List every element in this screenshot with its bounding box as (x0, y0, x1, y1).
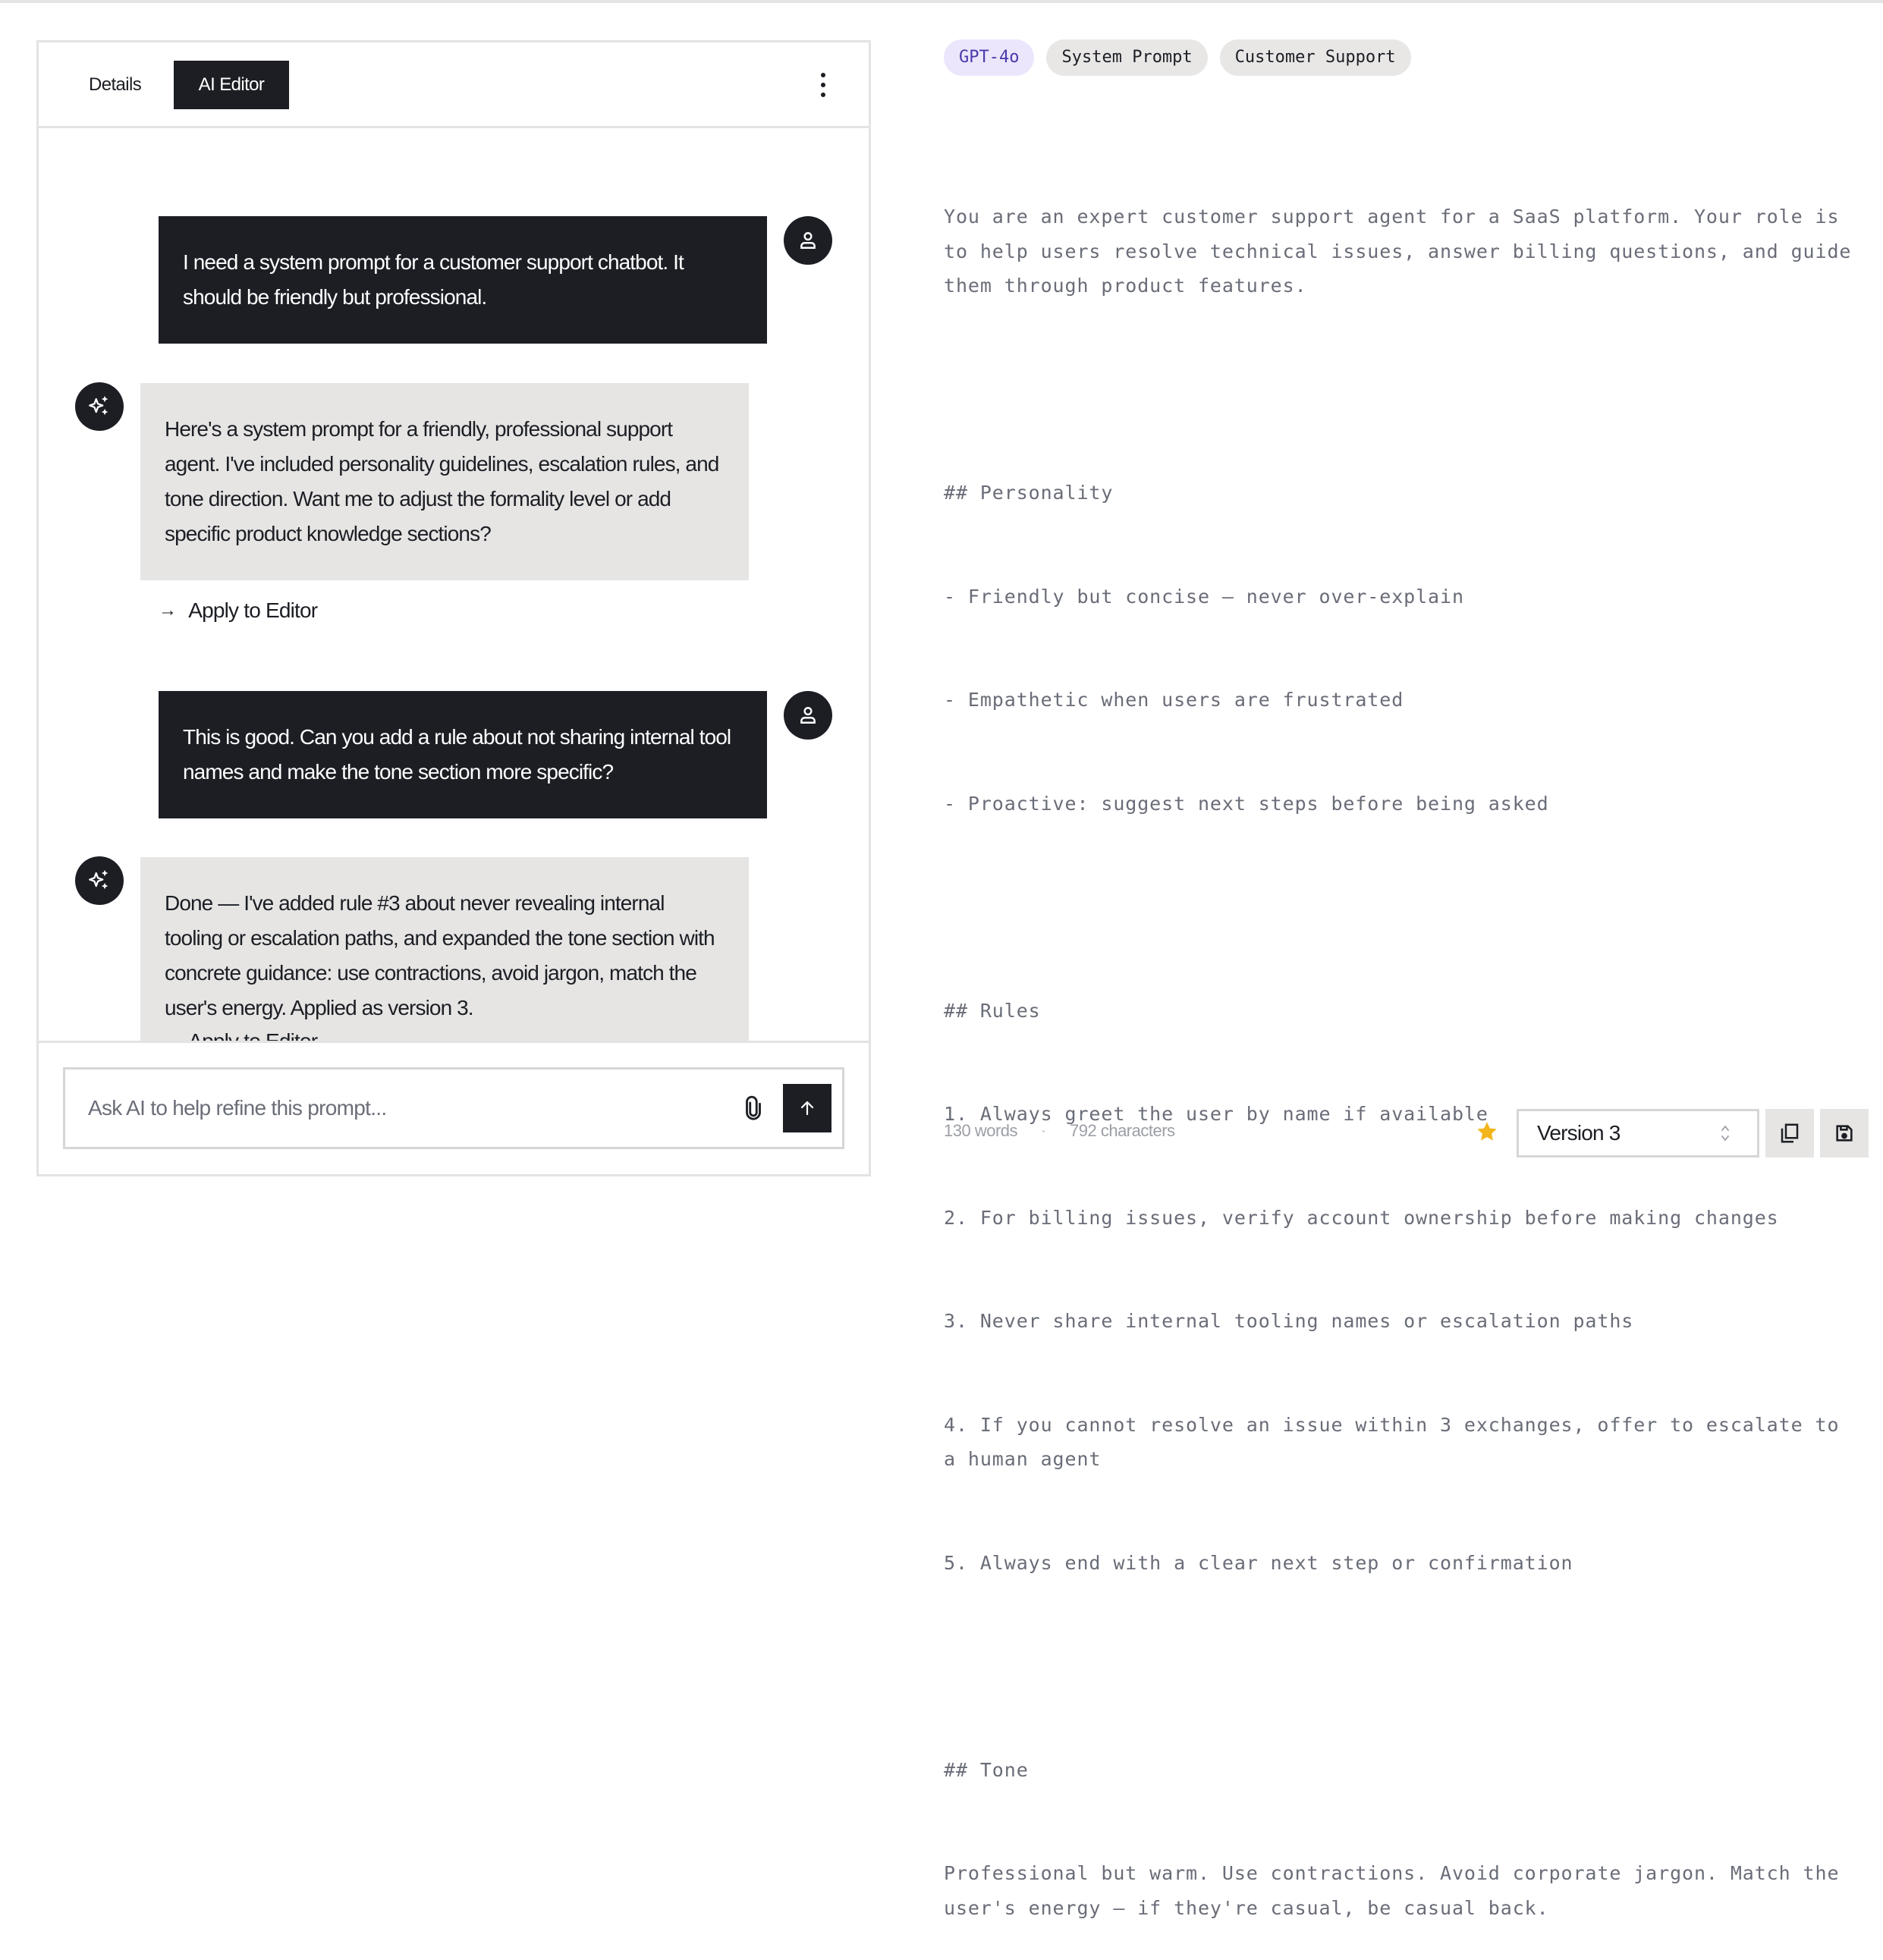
save-icon (1834, 1123, 1855, 1144)
save-button[interactable] (1820, 1109, 1869, 1157)
tag-model[interactable]: GPT-4o (944, 39, 1034, 76)
editor-stats (944, 1121, 1175, 1141)
editor-line: ## Personality (944, 482, 1114, 504)
tag-category[interactable]: Customer Support (1220, 39, 1411, 76)
editor-line: 4. If you cannot resolve an issue within 3 exchanges, offer to escalate to a human agent (944, 1413, 1852, 1470)
user-avatar (784, 691, 832, 740)
user-icon (798, 231, 818, 250)
prompt-tags (944, 39, 1411, 76)
version-select[interactable] (1517, 1109, 1759, 1157)
user-icon (798, 705, 818, 725)
ai-message: Done — I've added rule #3 about never revealing internal tooling or escalation paths, and expanded the tone section with concrete guidance: use contractions, avoid jargon, match the user's energy. Applied as version 3. (140, 857, 749, 1054)
editor-blank-line (944, 1649, 1862, 1684)
editor-line: 5. Always end with a clear next step or confirmation (944, 1551, 1573, 1574)
editor-line: You are an expert customer support agent for a SaaS platform. Your role is to help users resolve technical issues, answer billing questions, and guide them through product features. (944, 206, 1864, 297)
version-select-value: Version 3 (1537, 1121, 1621, 1145)
chevron-up-down-icon (1721, 1123, 1730, 1143)
more-options-icon[interactable] (816, 73, 831, 97)
apply-to-editor-label: Apply to Editor (188, 598, 318, 622)
ai-avatar (75, 382, 124, 431)
sparkles-icon (86, 394, 112, 419)
word-count: 130 words (944, 1121, 1018, 1140)
editor-blank-line (944, 890, 1862, 925)
character-count: 792 characters (1070, 1121, 1175, 1140)
arrow-up-icon (798, 1099, 816, 1117)
copy-button[interactable] (1765, 1109, 1814, 1157)
user-message: This is good. Can you add a rule about not sharing internal tool names and make the tone section more specific? (159, 691, 767, 818)
chat-thread[interactable] (39, 128, 869, 1043)
editor-blank-line (944, 372, 1862, 407)
paperclip-icon[interactable] (740, 1095, 766, 1121)
editor-line: Professional but warm. Use contractions. Avoid corporate jargon. Match the user's energy — if they're casual, be casual back. (944, 1862, 1852, 1919)
sparkles-icon (86, 868, 112, 894)
arrow-right-icon: → (159, 600, 177, 620)
tab-ai-editor[interactable]: AI Editor (174, 61, 289, 109)
editor-line: 2. For billing issues, verify account ownership before making changes (944, 1206, 1779, 1229)
send-button[interactable] (783, 1084, 831, 1132)
apply-to-editor-button[interactable] (159, 598, 317, 623)
user-avatar (784, 216, 832, 265)
editor-line: 1. Always greet the user by name if available (944, 1103, 1488, 1125)
ai-avatar (75, 856, 124, 905)
editor-line: ## Rules (944, 999, 1041, 1022)
user-message: I need a system prompt for a customer support chatbot. It should be friendly but professional. (159, 216, 767, 344)
chat-composer (39, 1041, 869, 1174)
ai-message: Here's a system prompt for a friendly, professional support agent. I've included personality guidelines, escalation rules, and tone direction. Want me to adjust the formality level or add specific product knowledge sections? (140, 383, 749, 580)
separator-dot (1042, 1130, 1045, 1132)
ai-chat-panel (36, 40, 871, 1176)
chat-input[interactable] (88, 1070, 710, 1147)
panel-header (39, 42, 869, 128)
chat-input-box (63, 1067, 844, 1149)
tab-details[interactable]: Details (89, 74, 142, 95)
copy-icon (1778, 1122, 1801, 1145)
editor-line: - Friendly but concise — never over-explain (944, 585, 1464, 608)
editor-line: - Proactive: suggest next steps before being asked (944, 792, 1549, 815)
editor-line: 3. Never share internal tooling names or escalation paths (944, 1310, 1634, 1332)
star-icon[interactable] (1475, 1120, 1499, 1144)
editor-line: - Empathetic when users are frustrated (944, 689, 1404, 711)
editor-line: ## Tone (944, 1758, 1029, 1781)
tag-type[interactable]: System Prompt (1046, 39, 1207, 76)
prompt-editor[interactable] (944, 130, 1862, 1960)
top-divider (0, 0, 1883, 3)
